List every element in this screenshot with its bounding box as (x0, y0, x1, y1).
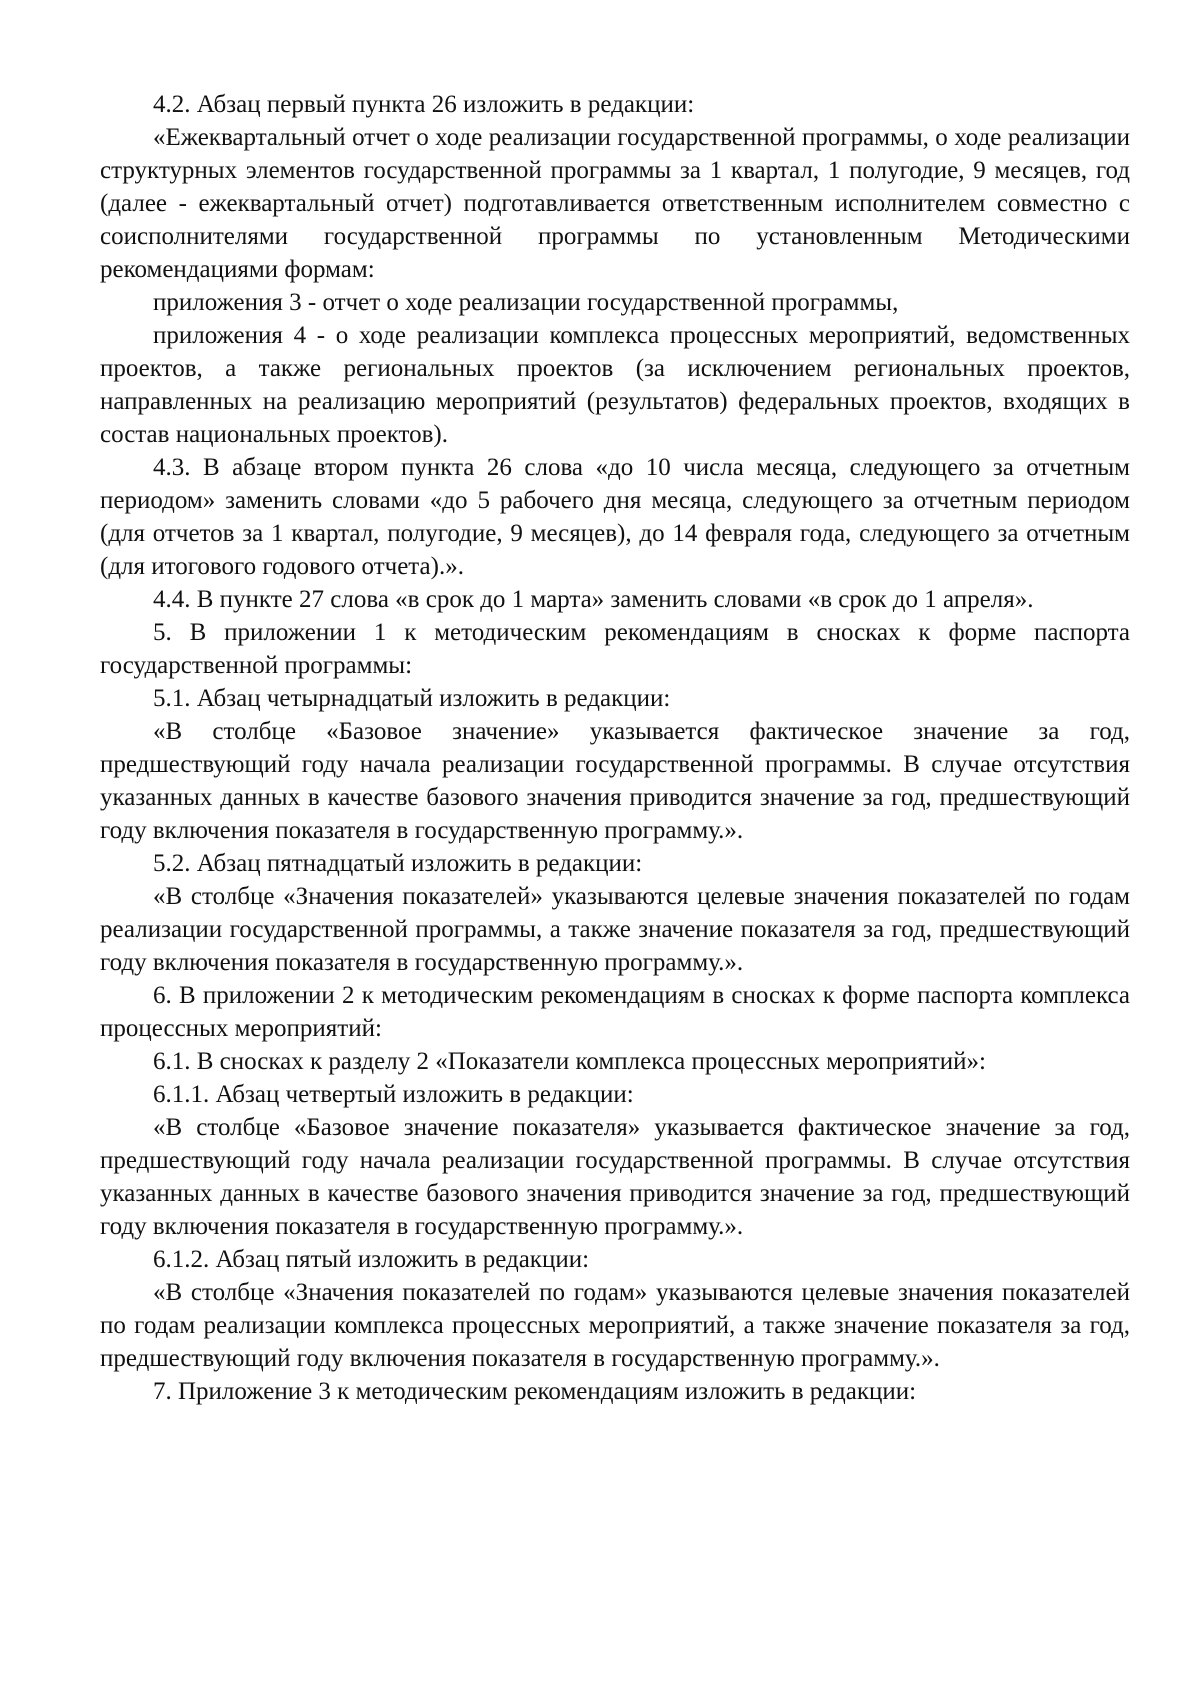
paragraph-5-1-text: «В столбце «Базовое значение» указывается фактическое значение за год, предшествующий году начала реализации государственной программы. В случае отсутствия указанных данных в качестве базового значения приводится значение за год, предшествующий году включения показателя в государственную программу.». (100, 718, 1130, 844)
paragraph-6-1-1: 6.1.1. Абзац четвертый изложить в редакции: (153, 1081, 634, 1108)
paragraph-quarterly-report: «Ежеквартальный отчет о ходе реализации государственной программы, о ходе реализации структурных элементов государственной программы за 1 квартал, 1 полугодие, 9 месяцев, год (далее - ежеквартальный отчет) подготавливается ответственным исполнителем совместно с соисполнителями государственной программы по установленным Методическими рекомендациями формам: (100, 124, 1130, 283)
paragraph-4-3: 4.3. В абзаце втором пункта 26 слова «до 10 числа месяца, следующего за отчетным периодом» заменить словами «до 5 рабочего дня месяца, следующего за отчетным периодом (для отчетов за 1 квартал, полугодие, 9 месяцев), до 14 февраля года, следующего за отчетным (для итогового годового отчета).». (100, 454, 1130, 580)
paragraph-6-1: 6.1. В сносках к разделу 2 «Показатели комплекса процессных мероприятий»: (153, 1048, 986, 1075)
document-body (100, 88, 1130, 1408)
paragraph-appendix-4: приложения 4 - о ходе реализации комплекса процессных мероприятий, ведомственных проектов, а также региональных проектов (за исключением региональных проектов, направленных на реализацию мероприятий (результатов) федеральных проектов, входящих в состав национальных проектов). (100, 322, 1130, 448)
paragraph-appendix-3: приложения 3 - отчет о ходе реализации государственной программы, (153, 289, 899, 316)
paragraph-5-2: 5.2. Абзац пятнадцатый изложить в редакции: (153, 850, 643, 877)
paragraph-6-1-2-text: «В столбце «Значения показателей по годам» указываются целевые значения показателей по годам реализации комплекса процессных мероприятий, а также значение показателя за год, предшествующий году включения показателя в государственную программу.». (100, 1279, 1130, 1372)
paragraph-5-1: 5.1. Абзац четырнадцатый изложить в редакции: (153, 685, 671, 712)
paragraph-4-2: 4.2. Абзац первый пункта 26 изложить в редакции: (153, 91, 695, 118)
paragraph-5: 5. В приложении 1 к методическим рекомендациям в сносках к форме паспорта государственной программы: (100, 619, 1130, 679)
paragraph-6: 6. В приложении 2 к методическим рекомендациям в сносках к форме паспорта комплекса процессных мероприятий: (100, 982, 1130, 1042)
paragraph-6-1-2: 6.1.2. Абзац пятый изложить в редакции: (153, 1246, 590, 1273)
paragraph-5-2-text: «В столбце «Значения показателей» указываются целевые значения показателей по годам реализации государственной программы, а также значение показателя за год, предшествующий году включения показателя в государственную программу.». (100, 883, 1130, 976)
paragraph-7: 7. Приложение 3 к методическим рекомендациям изложить в редакции: (153, 1378, 917, 1405)
paragraph-6-1-1-text: «В столбце «Базовое значение показателя» указывается фактическое значение за год, предшествующий году начала реализации государственной программы. В случае отсутствия указанных данных в качестве базового значения приводится значение за год, предшествующий году включения показателя в государственную программу.». (100, 1114, 1130, 1240)
paragraph-4-4: 4.4. В пункте 27 слова «в срок до 1 марта» заменить словами «в срок до 1 апреля». (153, 586, 1034, 613)
